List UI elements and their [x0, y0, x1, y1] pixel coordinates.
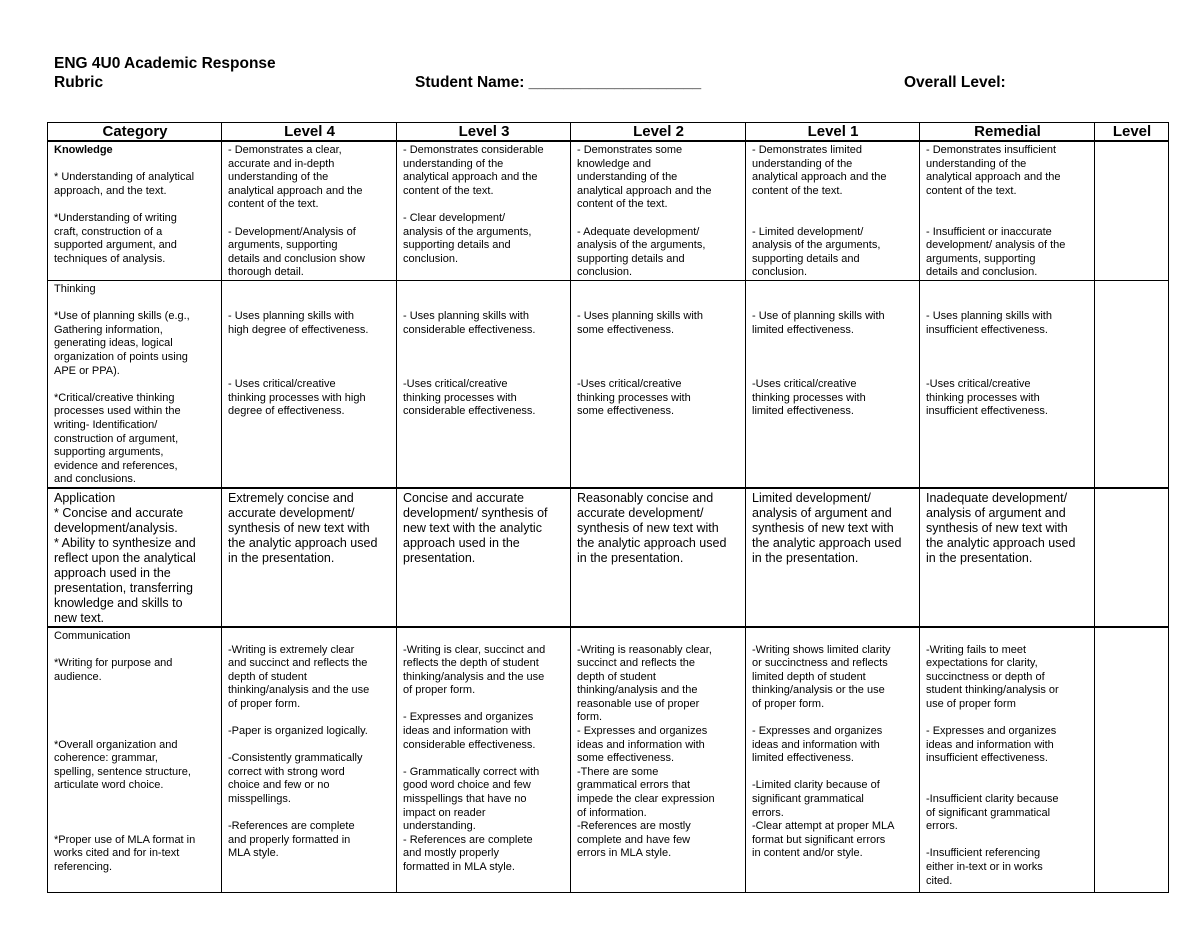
table-row-application	[48, 488, 1169, 627]
level-4-cell	[222, 488, 397, 627]
cell-text: -Writing is clear, succinct and reflects the depth of student thinking/analysis and the use of proper form. - Expresses and organizes ideas and information with considerable effectiveness. - Grammatically correct with good word choice and few misspellings that have no impact on reader understanding. - References are complete and mostly properly formatted in MLA style.	[403, 643, 546, 873]
cell-text: Concise and accurate development/ synthesis of new text with the analytic approach used in the presentation.	[403, 490, 548, 565]
level-2-cell	[571, 281, 746, 488]
cell-text: -Writing fails to meet expectations for clarity, succinctness or depth of student thinking/analysis or use of proper form - Expresses and organizes ideas and information with insufficient effectiveness. -Insufficient clarity because of significant grammatical errors. -Insufficient referencing either in-text or in works cited.	[926, 643, 1059, 887]
level-3-cell	[397, 281, 571, 488]
cell-text: - Uses planning skills with insufficient effectiveness. -Uses critical/creative thinking processes with insufficient effectiveness.	[926, 310, 1052, 418]
category-title: Communication	[54, 629, 131, 642]
table-header-row	[48, 123, 1169, 142]
level-1-cell	[746, 488, 920, 627]
student-name-field: Student Name: ____________________	[415, 74, 702, 91]
cell-text: -Writing is extremely clear and succinct and reflects the depth of student thinking/analysis and the use of proper form. -Paper is organized logically. -Consistently grammatically correct with strong word choice and few or no misspellings. -References are complete and properly formatted in MLA style.	[228, 643, 370, 860]
remedial-cell	[920, 141, 1095, 281]
level-1-cell	[746, 141, 920, 281]
remedial-cell	[920, 488, 1095, 627]
category-title: Thinking	[54, 283, 96, 295]
column-header-level: Level	[1095, 123, 1169, 142]
column-header-category: Category	[48, 123, 222, 142]
cell-text: - Demonstrates some knowledge and understanding of the analytical approach and the content of the text. - Adequate development/ analysis of the arguments, supporting details and conclusion.	[577, 144, 712, 279]
page-subtitle: Rubric	[54, 74, 104, 91]
level-entry-cell[interactable]	[1095, 488, 1169, 627]
category-title: Application	[54, 490, 116, 505]
cell-text: - Demonstrates insufficient understanding of the analytical approach and the content of the text. - Insufficient or inaccurate development/ analysis of the arguments, supporting details and conclusion.	[926, 144, 1066, 279]
level-2-cell	[571, 141, 746, 281]
remedial-cell	[920, 281, 1095, 488]
column-header-level-2: Level 2	[571, 123, 746, 142]
cell-text: - Demonstrates limited understanding of the analytical approach and the content of the text. - Limited development/ analysis of the arguments, supporting details and conclusion.	[752, 144, 887, 279]
table-row-thinking	[48, 281, 1169, 488]
level-entry-cell[interactable]	[1095, 281, 1169, 488]
cell-text: -Writing shows limited clarity or succinctness and reflects limited depth of student thinking/analysis or the use of proper form. - Expresses and organizes ideas and information with limited effectiveness. -Limited clarity because of significant grammatical errors. -Clear attempt at proper MLA format but significant errors in content and/or style.	[752, 643, 895, 860]
cell-text: - Uses planning skills with some effectiveness. -Uses critical/creative thinking processes with some effectiveness.	[577, 310, 703, 418]
cell-text: - Use of planning skills with limited effectiveness. -Uses critical/creative thinking processes with limited effectiveness.	[752, 310, 885, 418]
level-1-cell	[746, 281, 920, 488]
rubric-table	[47, 122, 1169, 893]
cell-text: - Demonstrates a clear, accurate and in-depth understanding of the analytical approach and the content of the text. - Development/Analysis of arguments, supporting details and conclusion show thorough detail.	[228, 144, 365, 279]
level-4-cell	[222, 627, 397, 893]
category-description: *Use of planning skills (e.g., Gathering information, generating ideas, logical organization of points using APE or PPA). *Critical/creative thinking processes used within the writing- Identification/ construction of argument, supporting arguments, evidence and references, and conclusions.	[54, 310, 190, 486]
category-cell	[48, 281, 222, 488]
level-entry-cell[interactable]	[1095, 627, 1169, 893]
page-title: ENG 4U0 Academic Response	[54, 55, 276, 72]
level-1-cell	[746, 627, 920, 893]
level-4-cell	[222, 141, 397, 281]
level-2-cell	[571, 627, 746, 893]
column-header-level-4: Level 4	[222, 123, 397, 142]
cell-text: - Uses planning skills with considerable effectiveness. -Uses critical/creative thinking processes with considerable effectiveness.	[403, 310, 536, 418]
cell-text: Extremely concise and accurate development/ synthesis of new text with the analytic approach used in the presentation.	[228, 490, 378, 565]
category-cell	[48, 627, 222, 893]
level-4-cell	[222, 281, 397, 488]
cell-text: Inadequate development/ analysis of argument and synthesis of new text with the analytic approach used in the presentation.	[926, 490, 1076, 565]
category-description: * Concise and accurate development/analysis. * Ability to synthesize and reflect upon the analytical approach used in the presentation, transferring knowledge and skills to new text.	[54, 505, 196, 625]
category-title: Knowledge	[54, 144, 113, 156]
level-3-cell	[397, 627, 571, 893]
level-3-cell	[397, 141, 571, 281]
column-header-level-3: Level 3	[397, 123, 571, 142]
category-description: *Writing for purpose and audience. *Overall organization and coherence: grammar, spelling, sentence structure, articulate word choice. *Proper use of MLA format in works cited and for in-text referencing.	[54, 657, 196, 873]
cell-text: Limited development/ analysis of argument and synthesis of new text with the analytic approach used in the presentation.	[752, 490, 902, 565]
overall-level-field: Overall Level:	[904, 74, 1006, 91]
category-description: * Understanding of analytical approach, and the text. *Understanding of writing craft, construction of a supported argument, and techniques of analysis.	[54, 171, 195, 265]
level-3-cell	[397, 488, 571, 627]
cell-text: - Demonstrates considerable understanding of the analytical approach and the content of the text. - Clear development/ analysis of the arguments, supporting details and conclusion.	[403, 144, 544, 265]
remedial-cell	[920, 627, 1095, 893]
cell-text: - Uses planning skills with high degree of effectiveness. - Uses critical/creative thinking processes with high degree of effectiveness.	[228, 310, 369, 418]
column-header-level-1: Level 1	[746, 123, 920, 142]
table-row-communication	[48, 627, 1169, 893]
category-cell	[48, 488, 222, 627]
column-header-remedial: Remedial	[920, 123, 1095, 142]
level-entry-cell[interactable]	[1095, 141, 1169, 281]
cell-text: -Writing is reasonably clear, succinct and reflects the depth of student thinking/analysis and the reasonable use of proper form. - Expresses and organizes ideas and information with some effectiveness. -There are some grammatical errors that impede the clear expression of information. -References are mostly complete and have few errors in MLA style.	[577, 643, 715, 860]
level-2-cell	[571, 488, 746, 627]
table-row-knowledge	[48, 141, 1169, 281]
cell-text: Reasonably concise and accurate development/ synthesis of new text with the analytic approach used in the presentation.	[577, 490, 727, 565]
category-cell	[48, 141, 222, 281]
